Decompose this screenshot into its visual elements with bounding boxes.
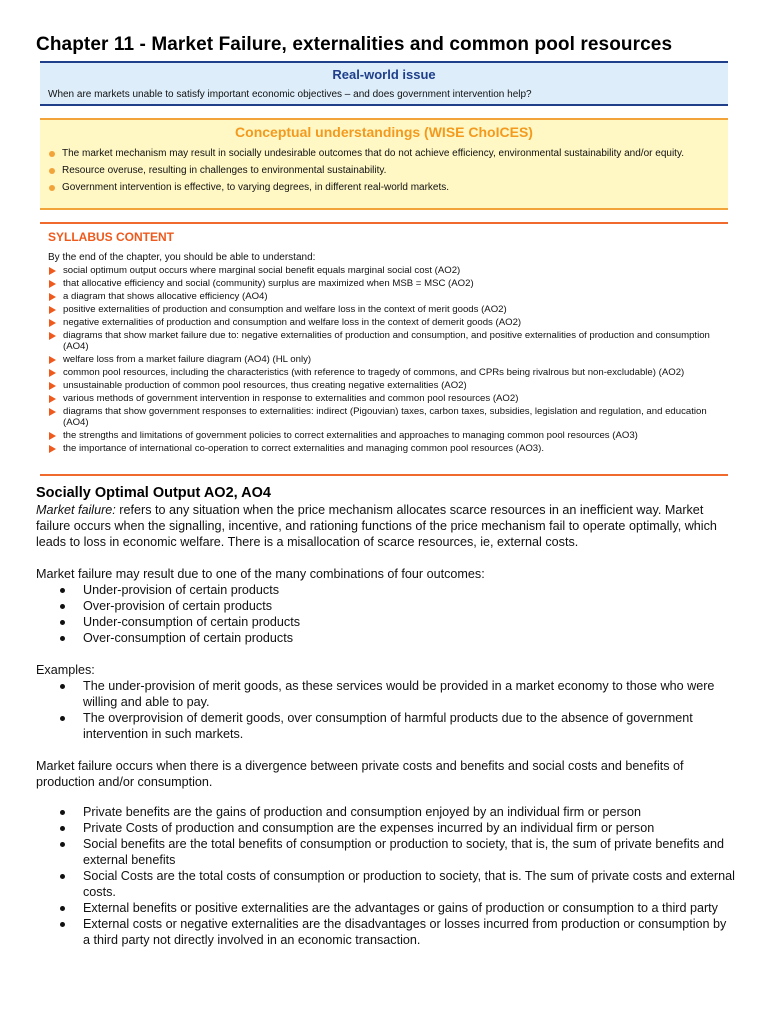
list-item-text: External benefits or positive externalities are the advantages or gains of production or consumption to a third party (83, 901, 718, 915)
section-heading: Socially Optimal Output AO2, AO4 (36, 485, 271, 501)
syllabus-item (48, 278, 720, 289)
bullet-icon (60, 588, 65, 593)
syllabus-item-text: the importance of international co-operation to correct externalities and managing common pool resources (AO3). (63, 443, 545, 455)
conceptual-understandings-list (48, 148, 720, 199)
triangle-bullet-icon (49, 382, 56, 390)
conceptual-item (48, 165, 720, 177)
bullet-icon (60, 826, 65, 831)
syllabus-item (48, 393, 720, 404)
list-item (36, 630, 736, 646)
syllabus-bottom-rule (40, 474, 728, 476)
triangle-bullet-icon (49, 267, 56, 275)
list-item-text: Under-provision of certain products (83, 583, 279, 597)
real-world-issue-title: Real-world issue (332, 67, 436, 82)
syllabus-item-text: various methods of government intervention in response to externalities and common pool resources (AO2) (63, 393, 519, 405)
syllabus-item-text: positive externalities of production and consumption and welfare loss in the context of merit goods (AO2) (63, 304, 507, 315)
bullet-icon (60, 684, 65, 689)
list-item-text: Under-consumption of certain products (83, 615, 301, 629)
list-item-text: External costs or negative externalities are the disadvantages or losses incurred from production or consumption by a third party not directly involved in an economic transaction. (83, 917, 727, 947)
syllabus-item-text: the strengths and limitations of government policies to correct externalities and approaches to managing common pool resources (AO3) (63, 430, 638, 442)
triangle-bullet-icon (49, 306, 56, 314)
real-world-issue-box (40, 61, 728, 106)
bullet-icon (49, 168, 55, 174)
triangle-bullet-icon (49, 293, 56, 301)
list-item-text: Social benefits are the total benefits of consumption or production to society, that is, the sum of private benefits and external benefits (83, 837, 725, 867)
syllabus-item-text: diagrams that show government responses to externalities: indirect (Pigouvian) taxes, carbon taxes, subsidies, legislation and regulation, and education (AO4) (63, 406, 707, 429)
syllabus-intro: By the end of the chapter, you should be able to understand: (48, 252, 316, 263)
list-item (36, 582, 736, 598)
triangle-bullet-icon (49, 332, 56, 340)
syllabus-item (48, 304, 720, 315)
bullet-icon (60, 604, 65, 609)
list-item-text: Over-provision of certain products (83, 599, 272, 613)
conceptual-item-text: The market mechanism may result in socially undesirable outcomes that do not achieve efficiency, environmental sustainability and/or equity. (62, 148, 684, 159)
syllabus-item (48, 265, 720, 276)
conceptual-understandings-title: Conceptual understandings (WISE ChoICES) (235, 124, 533, 140)
triangle-bullet-icon (49, 319, 56, 327)
triangle-bullet-icon (49, 280, 56, 288)
syllabus-item-text: unsustainable production of common pool resources, thus creating negative externalities (AO2) (63, 380, 467, 392)
syllabus-item (48, 354, 720, 365)
triangle-bullet-icon (49, 408, 56, 416)
market-failure-definition (36, 502, 736, 550)
list-item (36, 678, 736, 710)
list-item-text: Private Costs of production and consumption are the expenses incurred by an individual firm or person (83, 821, 655, 835)
syllabus-item (48, 291, 720, 302)
bullet-icon (60, 620, 65, 625)
list-item (36, 868, 736, 900)
syllabus-item-text: welfare loss from a market failure diagram (AO4) (HL only) (63, 354, 312, 366)
syllabus-item-text: negative externalities of production and consumption and welfare loss in the context of demerit goods (AO2) (63, 317, 522, 328)
chapter-title: Chapter 11 - Market Failure, externalities and common pool resources (36, 34, 673, 55)
syllabus-top-rule (40, 222, 728, 224)
list-item (36, 916, 736, 948)
conceptual-item (48, 182, 720, 194)
examples-list (36, 678, 736, 742)
list-item (36, 598, 736, 614)
bullet-icon (60, 842, 65, 847)
syllabus-item (48, 330, 720, 352)
outcomes-intro: Market failure may result due to one of the many combinations of four outcomes: (36, 567, 485, 581)
syllabus-item (48, 367, 720, 378)
list-item (36, 820, 736, 836)
list-item-text: Social Costs are the total costs of consumption or production to society, that is. The sum of private costs and external costs. (83, 869, 735, 899)
syllabus-title: SYLLABUS CONTENT (48, 230, 174, 244)
list-item (36, 710, 736, 742)
definition-term: Market failure: (36, 503, 116, 517)
list-item-text: The overprovision of demerit goods, over consumption of harmful products due to the absence of government intervention in such markets. (83, 711, 693, 741)
definition-text: refers to any situation when the price mechanism allocates scarce resources in an inefficient way. Market failure occurs when the signalling, incentive, and rationing functions of the price mechanism fail to operate optimally, which leads to loss in economic welfare. There is a misallocation of scarce resources, ie, external costs. (36, 503, 717, 549)
triangle-bullet-icon (49, 369, 56, 377)
bullet-icon (60, 636, 65, 641)
conceptual-item-text: Resource overuse, resulting in challenges to environmental sustainability. (62, 165, 387, 176)
bullet-icon (49, 185, 55, 191)
syllabus-item (48, 317, 720, 328)
syllabus-item-text: a diagram that shows allocative efficiency (AO4) (63, 291, 268, 302)
syllabus-list (48, 265, 720, 456)
syllabus-item-text: social optimum output occurs where marginal social benefit equals marginal social cost (AO2) (63, 265, 461, 276)
section-body (36, 502, 736, 948)
divergence-text: Market failure occurs when there is a divergence between private costs and benefits and social costs and benefits of production and/or consumption. (36, 759, 684, 789)
list-item-text: Private benefits are the gains of production and consumption enjoyed by an individual firm or person (83, 805, 641, 819)
list-item-text: Over-consumption of certain products (83, 631, 293, 645)
definitions-list (36, 804, 736, 948)
bullet-icon (60, 716, 65, 721)
syllabus-item (48, 406, 720, 428)
conceptual-item-text: Government intervention is effective, to varying degrees, in different real-world markets. (62, 182, 450, 193)
real-world-issue-question: When are markets unable to satisfy important economic objectives – and does government intervention help? (48, 89, 532, 100)
outcomes-list (36, 582, 736, 646)
triangle-bullet-icon (49, 445, 56, 453)
list-item (36, 614, 736, 630)
bullet-icon (60, 810, 65, 815)
syllabus-item (48, 443, 720, 454)
syllabus-item-text: diagrams that show market failure due to: negative externalities of production and consumption, and positive externalities of production and consumption (AO4) (63, 330, 710, 353)
syllabus-item-text: common pool resources, including the characteristics (with reference to tragedy of commons, and CPRs being rivalrous but non-excludable) (AO2) (63, 367, 685, 379)
syllabus-item (48, 380, 720, 391)
triangle-bullet-icon (49, 395, 56, 403)
syllabus-item (48, 430, 720, 441)
conceptual-item (48, 148, 720, 160)
bullet-icon (49, 151, 55, 157)
triangle-bullet-icon (49, 356, 56, 364)
bullet-icon (60, 922, 65, 927)
examples-label: Examples: (36, 663, 95, 677)
triangle-bullet-icon (49, 432, 56, 440)
conceptual-understandings-box (40, 118, 728, 210)
list-item (36, 804, 736, 820)
list-item-text: The under-provision of merit goods, as these services would be provided in a market economy to those who were willing and able to pay. (83, 679, 715, 709)
list-item (36, 900, 736, 916)
bullet-icon (60, 906, 65, 911)
bullet-icon (60, 874, 65, 879)
list-item (36, 836, 736, 868)
syllabus-item-text: that allocative efficiency and social (community) surplus are maximized when MSB = MSC (AO2) (63, 278, 474, 289)
